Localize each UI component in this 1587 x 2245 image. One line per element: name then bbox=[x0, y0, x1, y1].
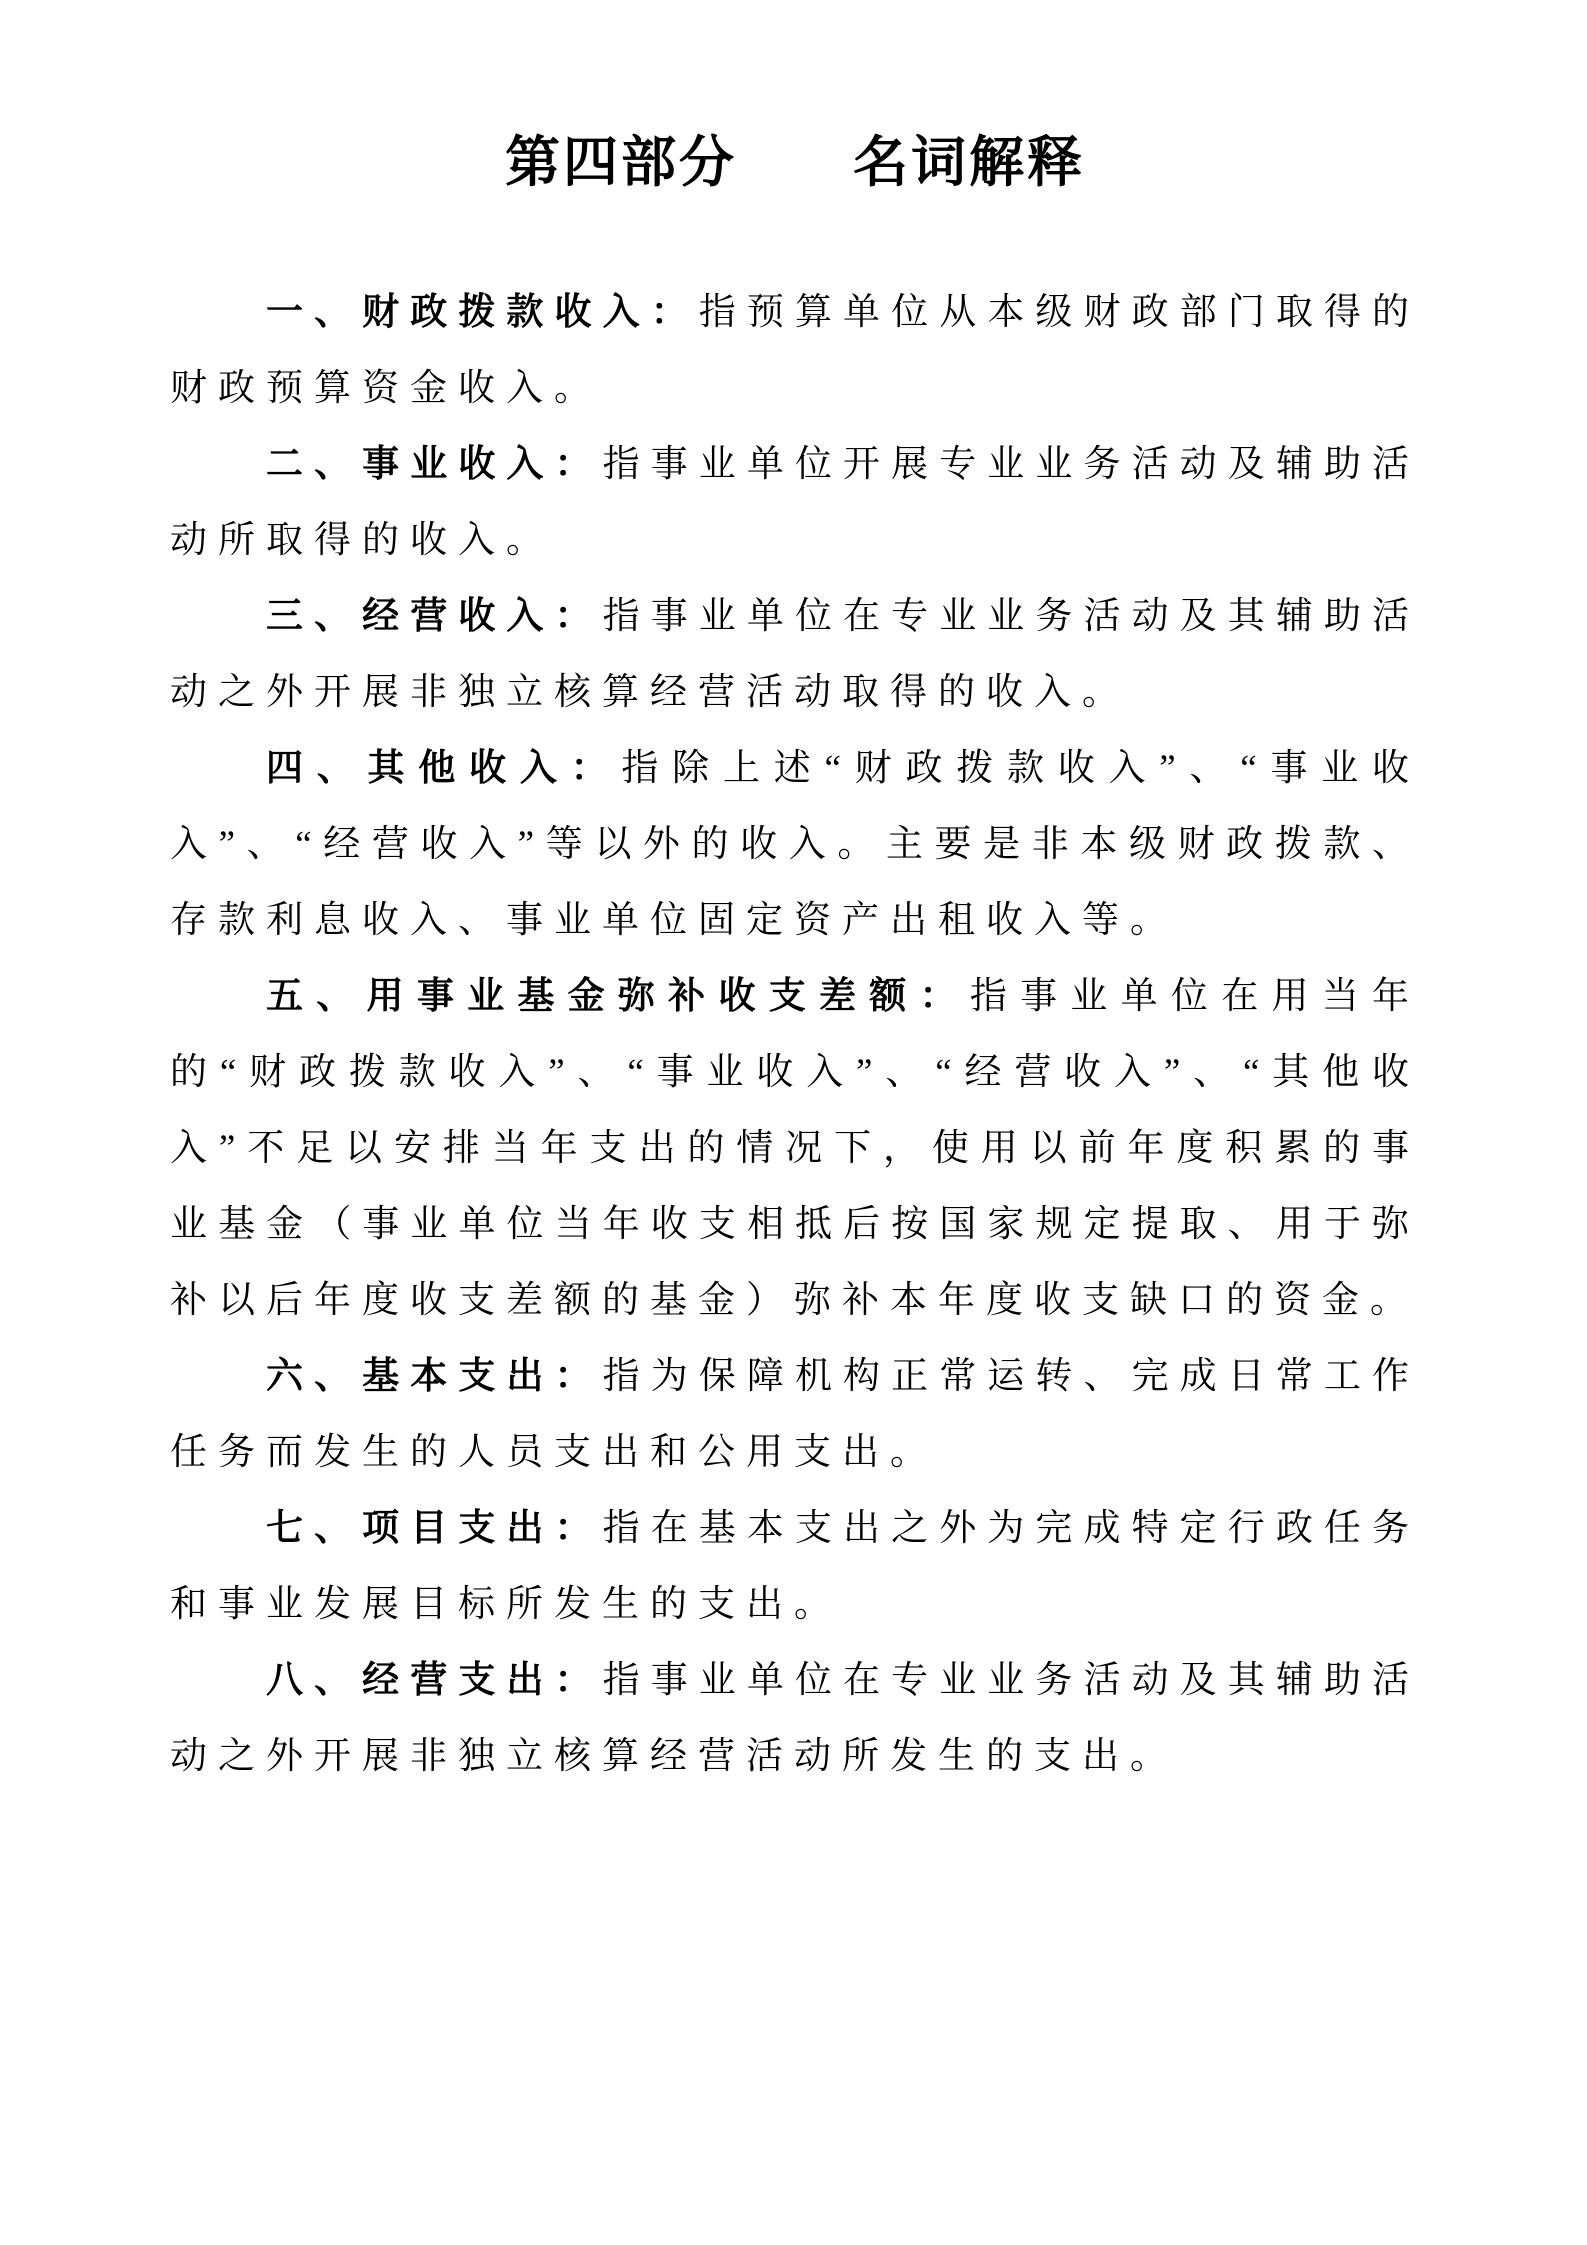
term-paragraph bbox=[170, 1643, 1420, 1795]
term-label: 七、项目支出： bbox=[266, 1507, 603, 1549]
term-paragraph bbox=[170, 959, 1420, 1339]
term-definition: 指在基本支出之外为完成特定行政任务和事业发展目标所发生的支出。 bbox=[170, 1507, 1420, 1625]
term-definition: 指事业单位在用当年的“财政拨款收入”、“事业收入”、“经营收入”、“其他收入”不足以安排当年支出的情况下，使用以前年度积累的事业基金（事业单位当年收支相抵后按国家规定提取、用于弥补以后年度收支差额的基金）弥补本年度收支缺口的资金。 bbox=[170, 975, 1421, 1321]
term-paragraph bbox=[170, 427, 1420, 579]
term-definition: 指预算单位从本级财政部门取得的财政预算资金收入。 bbox=[170, 291, 1421, 409]
term-label: 五、用事业基金弥补收支差额： bbox=[266, 975, 970, 1017]
term-paragraph bbox=[170, 1339, 1420, 1491]
term-label: 四、其他收入： bbox=[266, 747, 622, 789]
term-label: 六、基本支出： bbox=[266, 1355, 603, 1397]
term-definition: 指事业单位开展专业业务活动及辅助活动所取得的收入。 bbox=[170, 443, 1420, 561]
term-label: 二、事业收入： bbox=[266, 443, 603, 485]
term-definition: 指事业单位在专业业务活动及其辅助活动之外开展非独立核算经营活动所发生的支出。 bbox=[170, 1659, 1420, 1777]
term-label: 八、经营支出： bbox=[266, 1659, 603, 1701]
term-definition: 指为保障机构正常运转、完成日常工作任务而发生的人员支出和公用支出。 bbox=[170, 1355, 1420, 1473]
page-title: 第四部分 名词解释 bbox=[504, 131, 1085, 193]
term-paragraph bbox=[170, 1491, 1420, 1643]
term-definition: 指事业单位在专业业务活动及其辅助活动之外开展非独立核算经营活动取得的收入。 bbox=[170, 595, 1420, 713]
term-definition: 指除上述“财政拨款收入”、“事业收入”、“经营收入”等以外的收入。主要是非本级财政拨款、存款利息收入、事业单位固定资产出租收入等。 bbox=[170, 747, 1420, 941]
term-paragraph bbox=[170, 579, 1420, 731]
term-paragraph bbox=[170, 275, 1420, 427]
term-label: 三、经营收入： bbox=[266, 595, 603, 637]
term-paragraph bbox=[170, 731, 1420, 959]
term-label: 一、财政拨款收入： bbox=[266, 291, 699, 333]
